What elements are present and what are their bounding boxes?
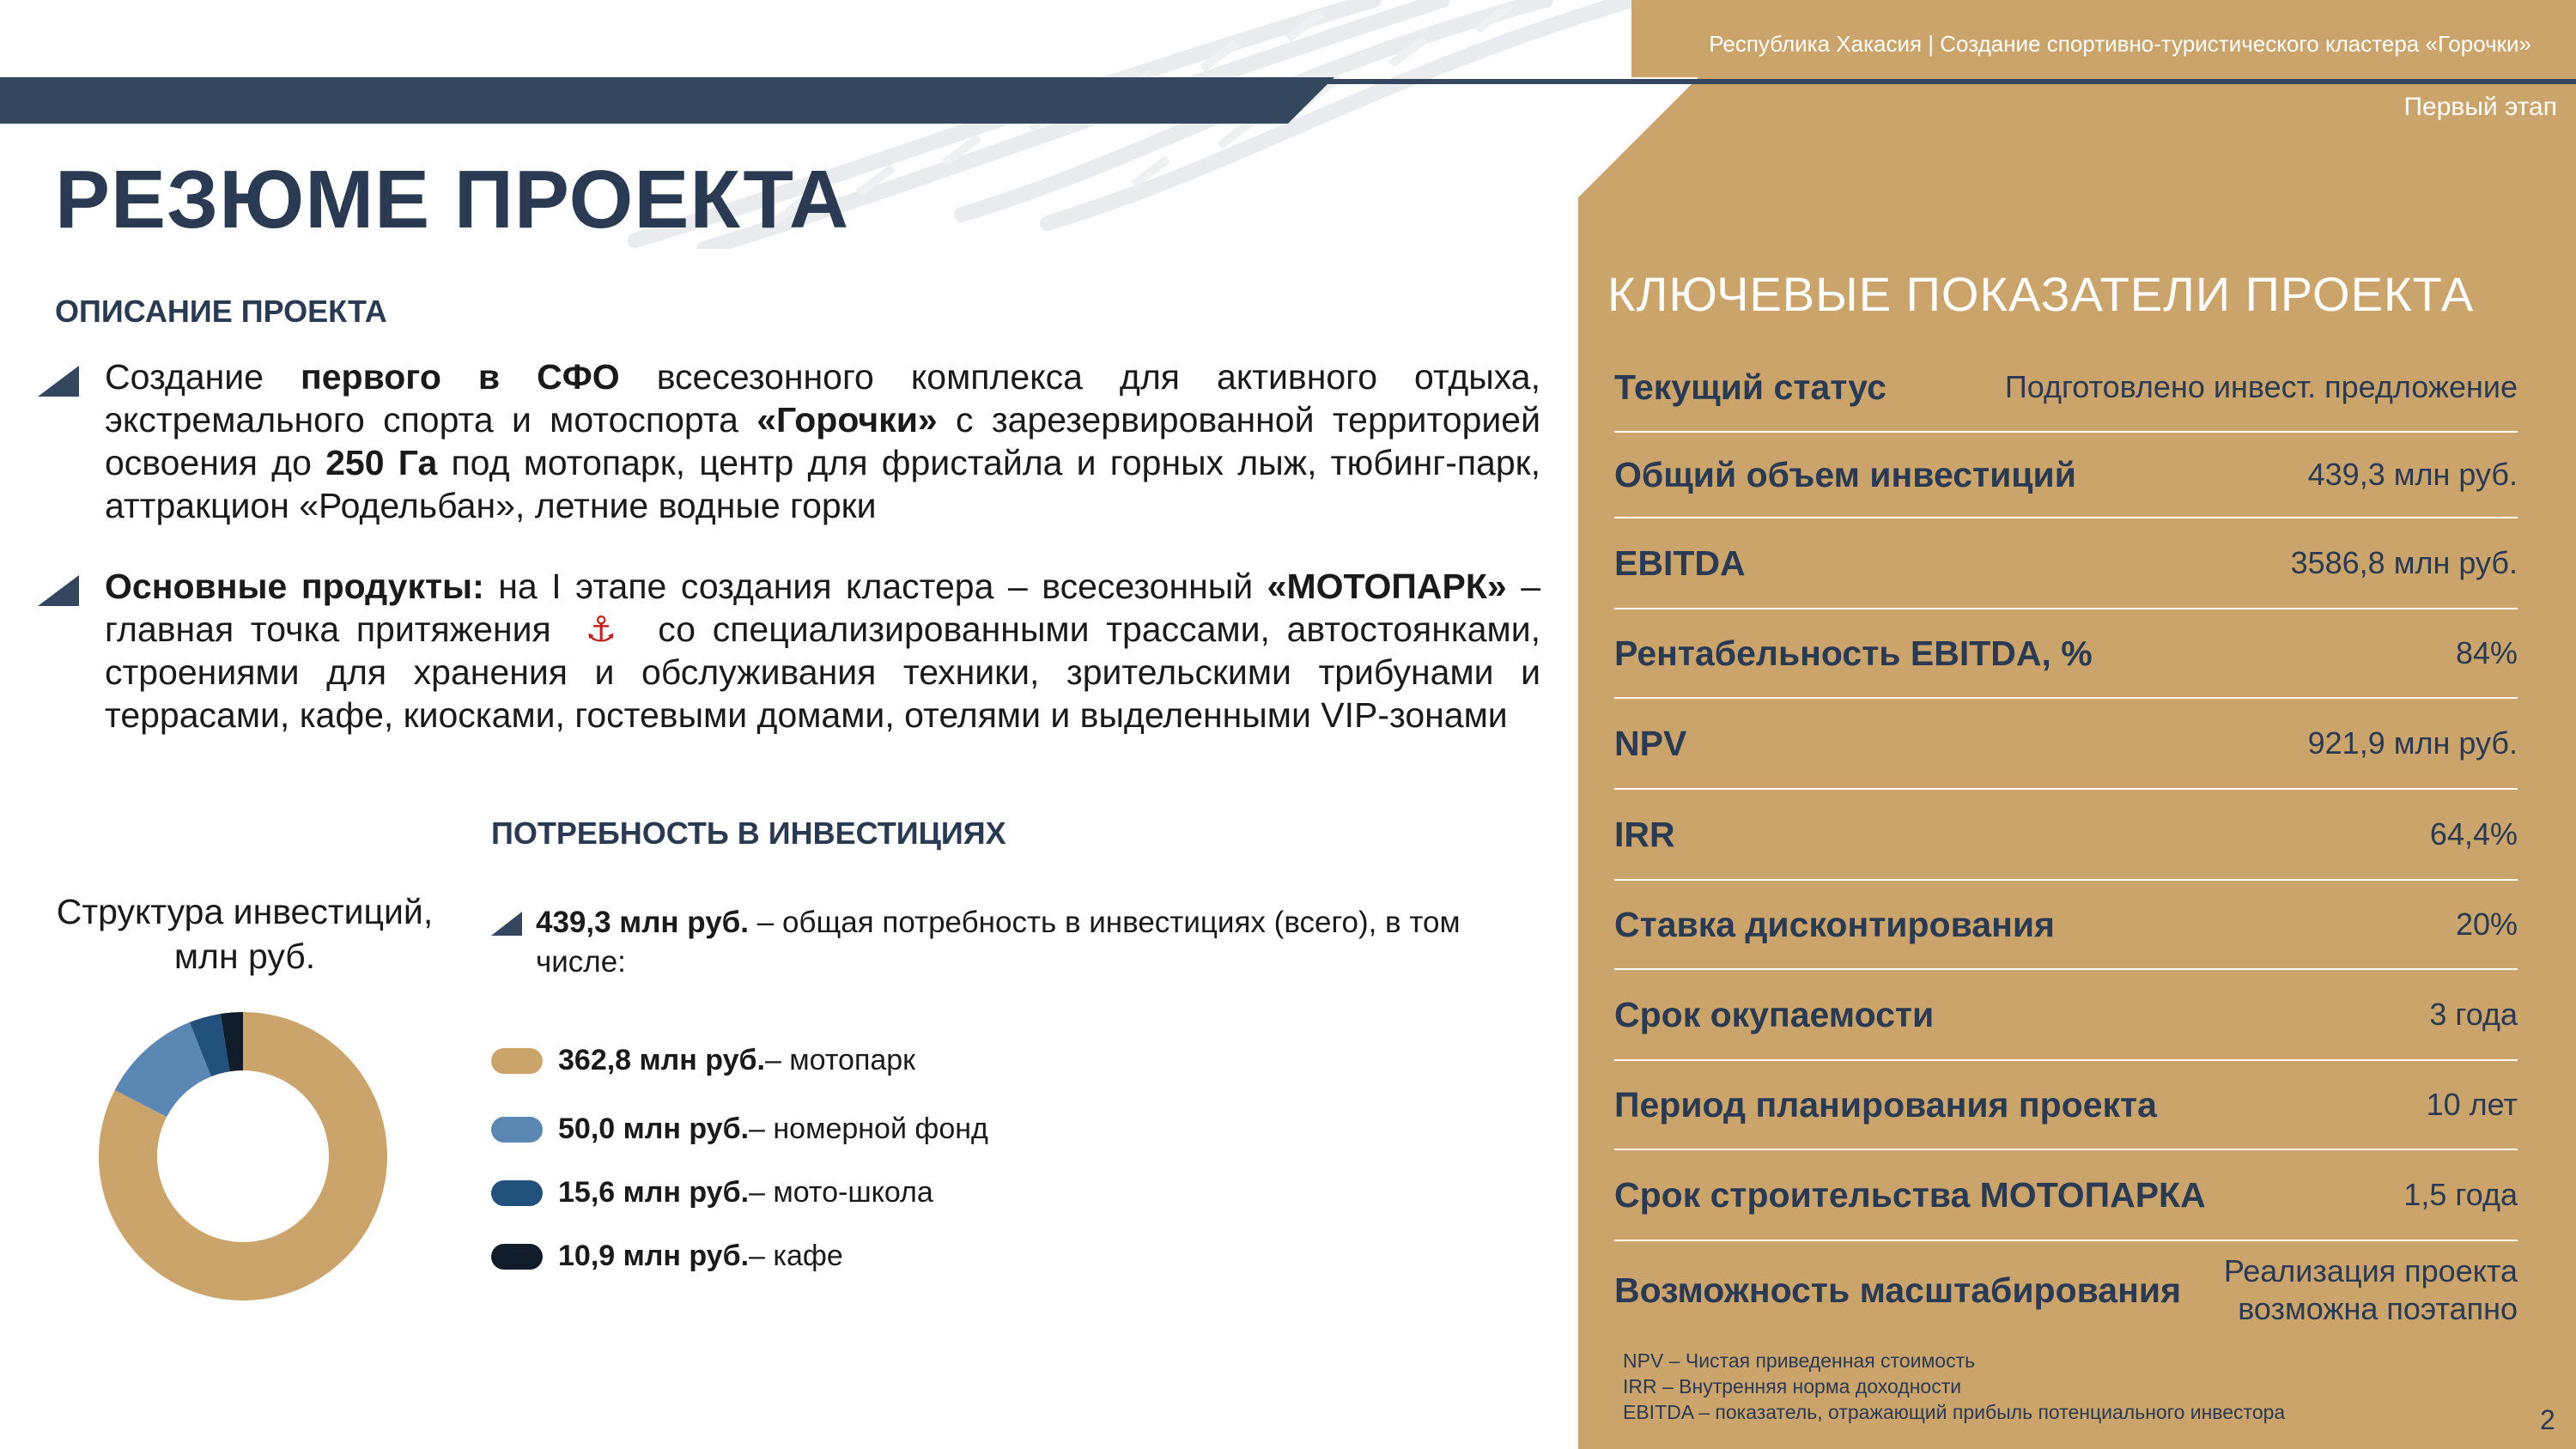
footnote-npv: NPV – Чистая приведенная стоимость xyxy=(1623,1349,1976,1372)
investment-heading: ПОТРЕБНОСТЬ В ИНВЕСТИЦИЯХ xyxy=(491,815,1006,851)
legend-item-rooms: 50,0 млн руб. – номерной фонд xyxy=(491,1113,988,1146)
kp-row-discount-rate: Ставка дисконтирования 20% xyxy=(1614,881,2518,970)
description-paragraph-2: Основные продукты: на I этапе создания кластера – всесезонный «МОТОПАРК» – главная точка притяжения ⚓ со специализированными трассами, автостоянками, строениями для хранения и обслуживания техники, зрительскими трибунами и террасами, кафе, киосками, гостевыми домами, отелями и выделенными VIP-зонами xyxy=(105,567,1540,735)
page-title: РЕЗЮМЕ ПРОЕКТА xyxy=(55,154,850,246)
kp-row-scalability: Возможность масштабирования Реализация проекта возможна поэтапно xyxy=(1614,1253,2518,1326)
legend-swatch xyxy=(491,1244,543,1270)
key-indicators-title: КЛЮЧЕВЫЕ ПОКАЗАТЕЛИ ПРОЕКТА xyxy=(1607,267,2475,321)
header-breadcrumb: Республика Хакасия | Создание спортивно-туристического кластера «Горочки» xyxy=(1709,31,2531,57)
investment-total-text: 439,3 млн руб. – общая потребность в инвестициях (всего), в том числе: xyxy=(536,906,1461,979)
description-heading: ОПИСАНИЕ ПРОЕКТА xyxy=(55,294,387,329)
footnote-irr: IRR – Внутренняя норма доходности xyxy=(1623,1375,1962,1397)
kp-row-planning-period: Период планирования проекта 10 лет xyxy=(1614,1061,2518,1150)
legend-swatch xyxy=(491,1180,543,1206)
header-divider-line xyxy=(1288,79,2576,84)
legend-item-moto-school: 15,6 млн руб. – мото-школа xyxy=(491,1176,933,1210)
navy-header-bar xyxy=(0,77,1288,124)
investment-total xyxy=(491,903,1463,982)
chart-title: Структура инвестиций, млн руб. xyxy=(56,892,434,976)
kp-row-investment: Общий объем инвестиций 439,3 млн руб. xyxy=(1614,433,2518,518)
footnotes xyxy=(1623,1348,2285,1425)
legend-swatch xyxy=(491,1117,543,1143)
investment-donut-chart xyxy=(96,1009,390,1303)
legend-swatch xyxy=(491,1048,543,1074)
kp-row-ebitda-margin: Рентабельность EBITDA, % 84% xyxy=(1614,609,2518,699)
description-bullet-2 xyxy=(38,565,1540,737)
legend-item-motopark: 362,8 млн руб. – мотопарк xyxy=(491,1044,915,1077)
bullet-triangle-icon xyxy=(38,366,79,397)
bullet-triangle-icon xyxy=(491,912,522,936)
kp-row-construction: Срок строительства МОТОПАРКА 1,5 года xyxy=(1614,1150,2518,1241)
stage-label: Первый этап xyxy=(2403,93,2557,121)
anchor-icon: ⚓ xyxy=(585,609,624,649)
kp-row-status: Текущий статус Подготовлено инвест. предложение xyxy=(1614,343,2518,433)
page-number: 2 xyxy=(2540,1404,2555,1435)
kp-row-ebitda: EBITDA 3586,8 млн руб. xyxy=(1614,518,2518,609)
bullet-triangle-icon xyxy=(38,575,79,606)
kp-row-npv: NPV 921,9 млн руб. xyxy=(1614,699,2518,790)
kp-row-payback: Срок окупаемости 3 года xyxy=(1614,970,2518,1061)
kp-row-irr: IRR 64,4% xyxy=(1614,790,2518,881)
description-paragraph-1: Создание первого в СФО всесезонного комплекса для активного отдыха, экстремального спорта и мотоспорта «Горочки» с зарезервированной территорией освоения до 250 Га под мотопарк, центр для фристайла и горных лыж, тюбинг-парк, аттракцион «Родельбан», летние водные горки xyxy=(105,357,1540,525)
legend-item-cafe: 10,9 млн руб. – кафе xyxy=(491,1240,843,1273)
description-bullet-1 xyxy=(38,355,1540,527)
footnote-ebitda: EBITDA – показатель, отражающий прибыль потенциального инвестора xyxy=(1623,1401,2286,1423)
